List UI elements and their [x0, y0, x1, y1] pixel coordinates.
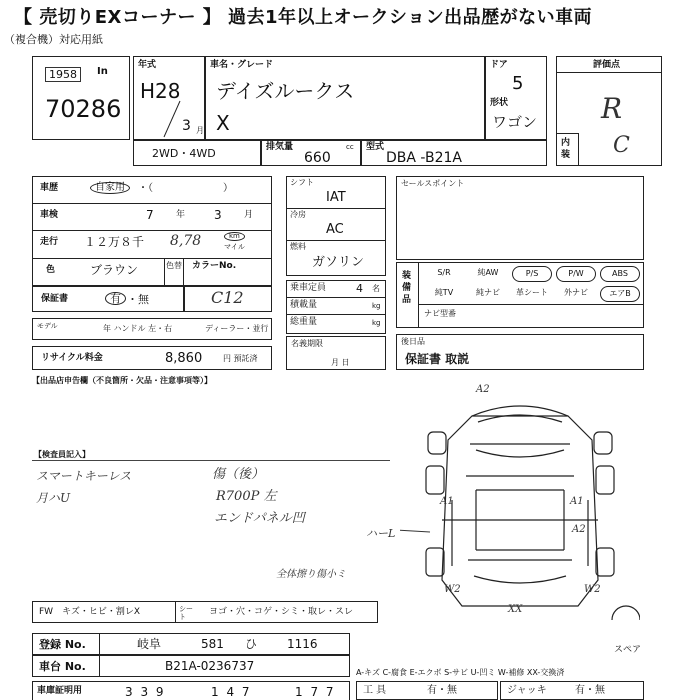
warranty-rest: ・無	[127, 293, 149, 306]
tools-row	[356, 681, 498, 700]
reg-label: 登録 No.	[39, 638, 86, 651]
garage-cert-row	[32, 681, 350, 700]
reg-place: 岐阜	[137, 637, 162, 651]
weight-unit: kg	[372, 319, 381, 327]
door-shape-box	[485, 56, 547, 140]
tools-value: 有・無	[427, 685, 457, 696]
shape-label: 形状	[490, 98, 509, 108]
jack-value: 有・無	[575, 685, 605, 696]
mark-xx-rear: XX	[508, 604, 523, 615]
inspection-month-unit: 月	[244, 210, 254, 220]
mark-w2-left: W2	[444, 584, 461, 595]
note-rear-damage: 傷（後）	[212, 467, 265, 482]
capacity-label: 乗車定員	[290, 283, 327, 293]
form-subnote: （複合機）対応用紙	[4, 33, 103, 46]
load-unit: kg	[372, 302, 381, 310]
chassis-label: 車台 No.	[39, 660, 86, 673]
expiry-label: 名義期限	[291, 339, 323, 348]
capacity-unit: 名	[372, 284, 380, 293]
handle-label: 年 ハンドル 左・右	[103, 324, 173, 333]
interior-value: C	[613, 133, 630, 158]
registration-number-row	[32, 633, 350, 655]
equipment-item: P/W	[556, 266, 596, 282]
equipment-item: ABS	[600, 266, 640, 282]
month-value: 3	[182, 118, 191, 134]
shape-value: ワゴン	[492, 113, 538, 131]
lot-box	[32, 56, 130, 140]
chassis-number: B21A-0236737	[165, 659, 255, 673]
equipment-item: 純AW	[477, 268, 499, 277]
history-label: 車歴	[40, 183, 59, 193]
color-no-label: カラーNo.	[192, 261, 237, 271]
year-box	[133, 56, 205, 140]
reg-number: 1116	[287, 637, 318, 651]
car-grade: X	[216, 111, 230, 135]
equipment-item: エアB	[600, 286, 640, 302]
sales-point-box	[396, 176, 644, 260]
chassis-row	[32, 655, 350, 677]
mark-w2-right: W2	[584, 584, 601, 595]
cert-digits-2: 1 4 7	[211, 685, 252, 699]
bracket-number: 1958	[45, 67, 81, 82]
year-value: H28	[140, 79, 181, 103]
car-damage-diagram	[400, 380, 640, 620]
score-label: 評価点	[593, 60, 621, 70]
seller-notes-label: 【出品店申告欄（不良箇所・欠品・注意事項等）】	[32, 376, 212, 385]
tools-label: 工 具	[363, 685, 387, 696]
after-items-label: 後日品	[401, 337, 425, 346]
note-arrow-label: ハーL	[366, 527, 396, 540]
note-mat: 月ハU	[36, 491, 71, 505]
name-grade-box	[205, 56, 485, 140]
lot-number: 70286	[45, 95, 122, 123]
mark-a2-right: A2	[572, 524, 586, 535]
score-box	[556, 56, 662, 166]
mark-a1-right: A1	[570, 496, 584, 507]
after-items-value: 保証書 取説	[405, 352, 470, 366]
cert-digits-1: 3 3 9	[125, 685, 166, 699]
reg-kana: ひ	[245, 637, 258, 651]
door-value: 5	[512, 73, 524, 94]
expiry-box	[286, 336, 386, 370]
displacement-label: 排気量	[266, 142, 294, 152]
load-label: 積載量	[290, 300, 318, 310]
mark-a1-left: A1	[440, 496, 454, 507]
inspection-year-unit: 年	[176, 210, 186, 220]
reg-class: 581	[201, 637, 224, 651]
recycle-unit: 円 預託済	[223, 354, 258, 363]
model-cell	[361, 140, 547, 166]
mark-a2-front: A2	[476, 384, 490, 395]
door-label: ドア	[490, 60, 508, 70]
drive-cell	[133, 140, 261, 166]
in-mark: In	[97, 66, 108, 77]
mileage-unit-km: km	[224, 232, 245, 241]
cert-label: 車庫証明用	[37, 686, 83, 696]
month-unit: 月	[196, 126, 204, 135]
sales-point-label: セールスポイント	[401, 179, 465, 188]
car-name: デイズルークス	[216, 79, 355, 103]
nav-model-label: ナビ型番	[424, 309, 456, 318]
interior-label: 内装	[561, 138, 571, 160]
note-end-panel: エンドパネル凹	[214, 511, 305, 526]
equipment-item: 純TV	[434, 288, 454, 297]
name-label: 車名・グレード	[210, 60, 274, 70]
color-change-label: 色替	[166, 261, 182, 270]
history-selected: 自家用	[90, 182, 130, 194]
cc-unit: cc	[346, 143, 354, 151]
note-paint: R700P 左	[216, 489, 277, 504]
cert-digits-3: 1 7 7	[295, 685, 336, 699]
year-label: 年式	[138, 60, 157, 70]
seat-options: ヨゴ・穴・コゲ・シミ・取レ・スレ	[209, 607, 354, 617]
model-value: DBA -B21A	[386, 150, 462, 166]
dealer-label: ディーラー・並行	[205, 324, 269, 333]
model-label: 型式	[366, 142, 385, 152]
shift-value: IAT	[326, 190, 346, 205]
handle-row	[32, 318, 272, 340]
capacity-value: 4	[356, 282, 363, 295]
jack-label: ジャッキ	[507, 685, 547, 696]
mileage-unit-mile: マイル	[224, 243, 245, 251]
color-no-cell	[184, 286, 272, 312]
mileage-label: 走行	[40, 237, 59, 247]
banner-title: 【 売切りEXコーナー 】 過去1年以上オークション出品歴がない車両	[0, 0, 700, 32]
history-rest: ・（ ）	[138, 183, 233, 194]
after-items-box	[396, 334, 644, 370]
warranty-cell	[32, 286, 184, 312]
drive-value: 2WD・4WD	[152, 147, 216, 160]
inspector-label: 【検査員記入】	[34, 450, 90, 459]
pointer-line	[400, 530, 430, 532]
color-value: ブラウン	[90, 263, 139, 277]
displacement-cell	[261, 140, 361, 166]
recycle-row	[32, 346, 272, 370]
inspection-year: 7	[146, 208, 154, 222]
equipment-item: P/S	[512, 266, 552, 282]
equipment-item: S/R	[437, 268, 451, 277]
ac-label: 冷房	[290, 210, 306, 219]
recycle-value: 8,860	[165, 351, 203, 366]
equipment-item: 純ナビ	[476, 288, 500, 297]
fuel-label: 燃料	[290, 242, 306, 251]
seat-label: シート	[179, 605, 193, 621]
jack-row	[500, 681, 644, 700]
note-overall-scratch: 全体擦り傷小ミ	[276, 569, 346, 580]
spare-label: スペア	[614, 645, 642, 655]
recycle-label: リサイクル料金	[41, 353, 103, 363]
shift-label: シフト	[290, 178, 314, 187]
fw-seat-row	[32, 601, 378, 623]
fw-label: FW キズ・ヒビ・割レX	[39, 607, 141, 617]
color-no-value: C12	[211, 288, 244, 307]
damage-legend: A-キズ C-腐食 E-エクボ S-サビ U-凹ミ W-補修 XX-交換済	[356, 668, 565, 677]
inspection-label: 車検	[40, 210, 59, 220]
equipment-item: 革シート	[516, 288, 548, 297]
equipment-label: 装備品	[402, 271, 412, 305]
model-change-label: モデル	[37, 322, 58, 330]
equipment-item: 外ナビ	[564, 288, 588, 297]
inspection-month: 3	[214, 208, 222, 222]
color-label: 色	[46, 265, 56, 275]
warranty-label: 保証書	[41, 294, 69, 304]
ac-value: AC	[326, 222, 344, 237]
fuel-value: ガソリン	[312, 255, 365, 270]
displacement-value: 660	[304, 150, 331, 166]
warranty-yes: 有	[105, 292, 126, 305]
expiry-unit: 月 日	[331, 358, 350, 367]
mileage-printed: １２万８千	[84, 235, 145, 249]
mileage-handwritten: 8,78	[170, 233, 202, 249]
weight-label: 総重量	[290, 317, 318, 327]
note-smartkey: スマートキーレス	[36, 469, 132, 483]
score-value: R	[601, 92, 623, 125]
